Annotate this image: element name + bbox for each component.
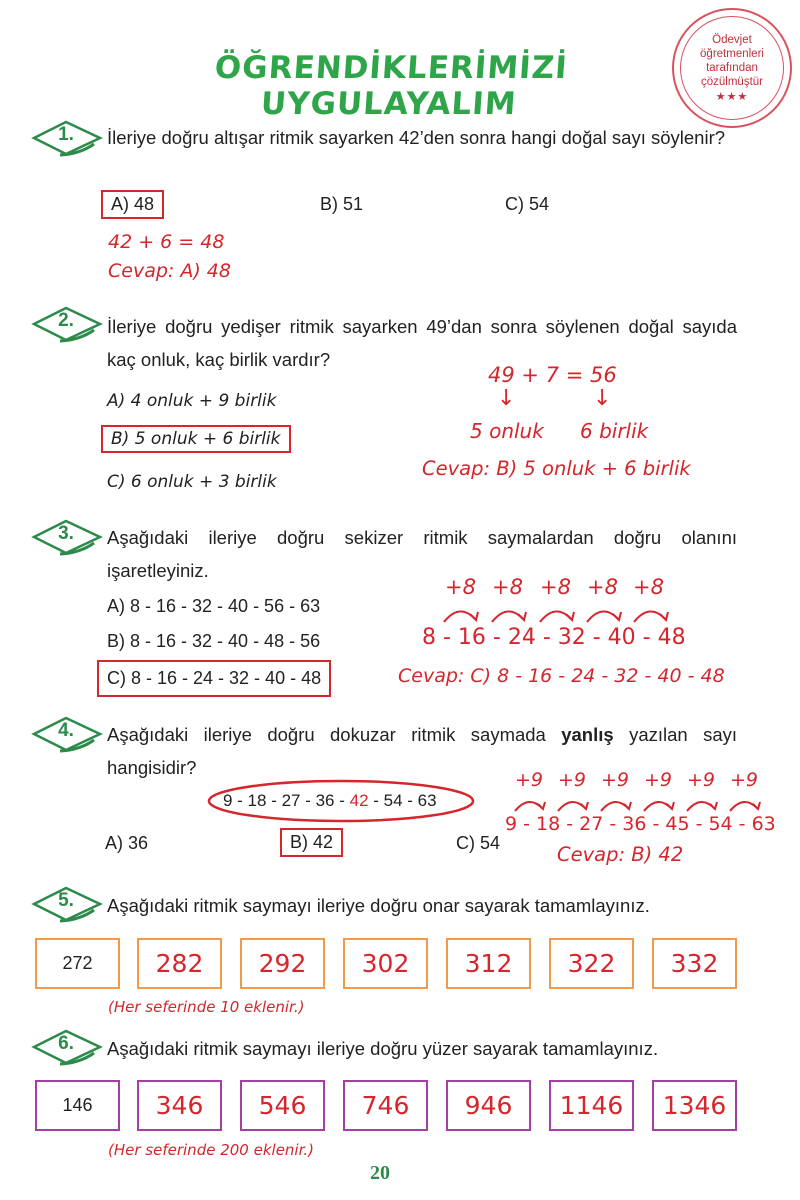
given-number: 146 (62, 1095, 93, 1115)
q3-step-label: +8 (492, 575, 523, 599)
question-1-text: İleriye doğru altışar ritmik sayarken 42’den sonra hangi doğal sayı söylenir? (107, 127, 726, 148)
sequence-box[interactable] (446, 1080, 531, 1131)
question-4-text (107, 718, 737, 784)
q4-wrong-number: 42 (349, 791, 369, 810)
sequence-box[interactable] (240, 938, 325, 989)
q3-step-label: +8 (587, 575, 618, 599)
q4-option-a[interactable]: A) 36 (105, 833, 149, 853)
solved-stamp (672, 8, 792, 128)
question-number-badge (30, 517, 104, 557)
sequence-box[interactable] (137, 1080, 222, 1131)
sequence-box[interactable] (240, 1080, 325, 1131)
question-6-text: Aşağıdaki ritmik saymayı ileriye doğru yüzer sayarak tamamlayınız. (107, 1038, 659, 1059)
sequence-box[interactable] (549, 1080, 634, 1131)
q3-option-b[interactable]: B) 8 - 16 - 32 - 40 - 48 - 56 (107, 631, 321, 651)
answer-number: 346 (155, 1091, 204, 1120)
answer-number: 302 (361, 949, 410, 978)
question-5-text: Aşağıdaki ritmik saymayı ileriye doğru onar sayarak tamamlayınız. (107, 895, 650, 916)
q4-step-label: +9 (730, 769, 759, 791)
q1-option-b[interactable]: B) 51 (320, 194, 364, 214)
stamp-line: çözülmüştür (701, 75, 763, 88)
question-number: 6. (58, 1033, 74, 1054)
answer-number: 746 (361, 1091, 410, 1120)
question-number: 5. (58, 890, 74, 911)
q4-sequence-part: - 54 - 63 (368, 791, 437, 810)
q4-option-c[interactable]: C) 54 (456, 833, 501, 853)
sequence-box-given (35, 1080, 120, 1131)
q3-step-label: +8 (445, 575, 476, 599)
q4-text-emphasis: yanlış (561, 724, 614, 745)
q1-work-equation: 42 + 6 = 48 (108, 231, 225, 253)
question-3-text: Aşağıdaki ileriye doğru sekizer ritmik saymalardan doğru olanını işaretleyiniz. (107, 527, 737, 581)
answer-number: 946 (464, 1091, 513, 1120)
given-number: 272 (62, 953, 93, 973)
q6-note: (Her seferinde 200 eklenir.) (108, 1141, 315, 1159)
question-number-badge (30, 1027, 104, 1067)
q2-work-tens: 5 onluk (470, 419, 544, 443)
answer-number: 332 (670, 949, 719, 978)
q1-work-answer: Cevap: A) 48 (108, 260, 231, 282)
q4-sequence-part: 9 - 18 - 27 - 36 - (223, 791, 350, 810)
q4-step-label: +9 (644, 769, 673, 791)
question-number-badge (30, 714, 104, 754)
question-number-badge (30, 884, 104, 924)
q3-step-label: +8 (540, 575, 571, 599)
down-arrow-icon: ↓ (593, 386, 612, 411)
stamp-stars: ★★★ (715, 90, 749, 103)
q3-work-sequence: 8 - 16 - 24 - 32 - 40 - 48 (422, 625, 686, 650)
answer-number: 546 (258, 1091, 307, 1120)
question-number: 3. (58, 523, 74, 544)
question-number-badge (30, 304, 104, 344)
q4-work-sequence: 9 - 18 - 27 - 36 - 45 - 54 - 63 (505, 813, 776, 835)
q2-work-equation: 49 + 7 = 56 (488, 363, 617, 387)
question-number: 1. (58, 124, 74, 145)
q2-work-ones: 6 birlik (580, 419, 649, 443)
stamp-line: öğretmenleri (700, 47, 764, 60)
answer-number: 1146 (559, 1091, 624, 1120)
sequence-box[interactable] (549, 938, 634, 989)
page-title: ÖĞRENDİKLERİMİZİ UYGULAYALIM (213, 50, 569, 122)
q3-step-label: +8 (633, 575, 664, 599)
question-number-badge (30, 118, 104, 158)
stamp-line: tarafından (706, 61, 758, 74)
answer-number: 322 (567, 949, 616, 978)
q4-work-answer: Cevap: B) 42 (557, 843, 684, 866)
question-number: 4. (58, 720, 74, 741)
sequence-box[interactable] (652, 938, 737, 989)
q3-work-answer: Cevap: C) 8 - 16 - 24 - 32 - 40 - 48 (398, 665, 725, 687)
sequence-box[interactable] (137, 938, 222, 989)
sequence-box-given (35, 938, 120, 989)
q4-step-arcs-icon (505, 792, 790, 814)
q3-step-arcs-icon (430, 600, 690, 626)
question-number: 2. (58, 310, 74, 331)
down-arrow-icon: ↓ (497, 386, 516, 411)
q2-option-c[interactable]: C) 6 onluk + 3 birlik (107, 472, 277, 492)
q2-option-b[interactable]: B) 5 onluk + 6 birlik (101, 425, 291, 453)
q4-sequence (223, 791, 437, 811)
q4-option-b[interactable]: B) 42 (280, 828, 343, 857)
sequence-box[interactable] (343, 1080, 428, 1131)
q3-option-c[interactable]: C) 8 - 16 - 24 - 32 - 40 - 48 (97, 660, 331, 697)
page-number: 20 (370, 1162, 390, 1184)
answer-number: 292 (258, 949, 307, 978)
sequence-box[interactable] (652, 1080, 737, 1131)
q3-option-a[interactable]: A) 8 - 16 - 32 - 40 - 56 - 63 (107, 596, 321, 616)
q4-step-label: +9 (687, 769, 716, 791)
answer-number: 282 (155, 949, 204, 978)
question-2-text: İleriye doğru yedişer ritmik sayarken 49’dan sonra söylenen doğal sayıda kaç onluk, kaç birlik vardır? (107, 316, 737, 370)
q1-option-a[interactable]: A) 48 (101, 190, 164, 219)
q4-step-label: +9 (558, 769, 587, 791)
q4-step-label: +9 (515, 769, 544, 791)
q4-text-part: Aşağıdaki ileriye doğru dokuzar ritmik saymada (107, 724, 562, 745)
answer-number: 312 (464, 949, 513, 978)
q4-step-label: +9 (601, 769, 630, 791)
q1-option-c[interactable]: C) 54 (505, 194, 550, 214)
stamp-line: Ödevjet (712, 33, 752, 46)
sequence-box[interactable] (343, 938, 428, 989)
q4-text-part: yazılan sayı hangisidir? (107, 724, 737, 778)
q2-option-a[interactable]: A) 4 onluk + 9 birlik (107, 391, 277, 411)
q5-note: (Her seferinde 10 eklenir.) (108, 998, 305, 1016)
answer-number: 1346 (662, 1091, 727, 1120)
q2-work-answer: Cevap: B) 5 onluk + 6 birlik (422, 457, 691, 480)
sequence-box[interactable] (446, 938, 531, 989)
